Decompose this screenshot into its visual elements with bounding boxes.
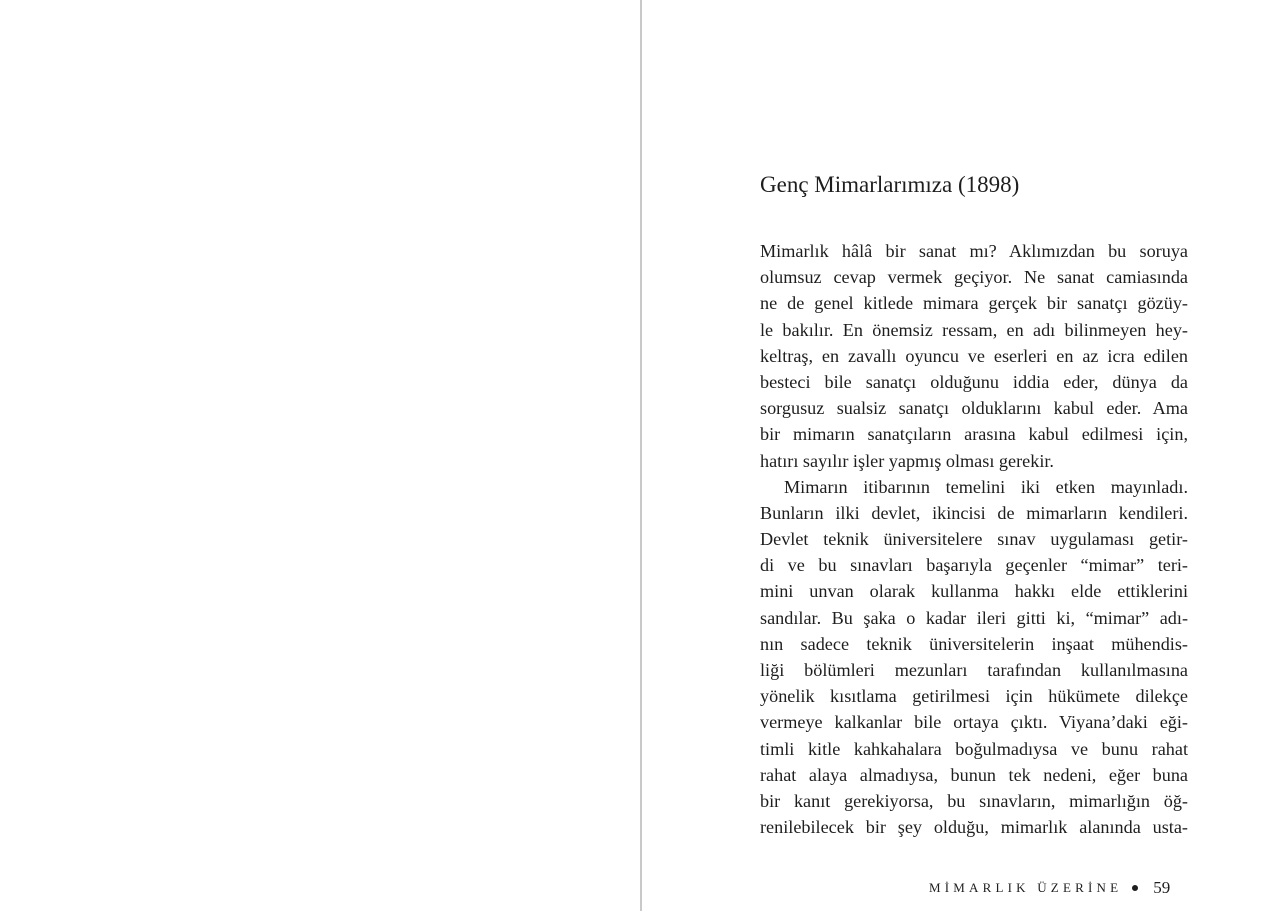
body-text [760,238,1188,840]
paragraph [760,474,1188,841]
text-line: bir mimarın sanatçıların arasına kabul edilmesi için, [760,424,1188,445]
page-number: 59 [1153,878,1171,897]
text-line: bir kanıt gerekiyorsa, bu sınavların, mimarlığın öğ- [760,790,1188,811]
text-line: keltraş, en zavallı oyuncu ve eserleri en az icra edilen [760,345,1188,366]
right-page [642,0,1282,911]
page-footer [929,878,1170,898]
text-line: rahat alaya almadıysa, bunun tek nedeni, eğer buna [760,764,1188,785]
chapter-title: Genç Mimarlarımıza (1898) [760,172,1020,197]
text-line: vermeye kalkanlar bile ortaya çıktı. Viyana’daki eği- [760,712,1188,733]
left-page-blank [0,0,640,911]
text-line: timli kitle kahkahalara boğulmadıysa ve bunu rahat [760,738,1188,759]
bullet-separator-icon [1132,885,1138,891]
text-line: Devlet teknik üniversitelere sınav uygulaması getir- [760,529,1188,550]
text-line: Bunların ilki devlet, ikincisi de mimarların kendileri. [760,502,1188,523]
text-line: di ve bu sınavları başarıyla geçenler “mimar” teri- [760,555,1188,576]
text-line: sandılar. Bu şaka o kadar ileri gitti ki, “mimar” adı- [760,607,1188,628]
text-line: yönelik kısıtlama getirilmesi için hükümete dilekçe [760,686,1188,707]
text-line: nın sadece teknik üniversitelerin inşaat mühendis- [760,633,1188,654]
text-line: mini unvan olarak kullanma hakkı elde ettiklerini [760,581,1188,602]
text-line: besteci bile sanatçı olduğunu iddia eder, dünya da [760,371,1188,392]
text-line: olumsuz cevap vermek geçiyor. Ne sanat camiasında [760,267,1188,288]
text-line: sorgusuz sualsiz sanatçı olduklarını kabul eder. Ama [760,398,1188,419]
paragraph [760,238,1188,474]
text-line: le bakılır. En önemsiz ressam, en adı bilinmeyen hey- [760,319,1188,340]
running-head: MİMARLIK ÜZERİNE [929,880,1123,895]
text-line: Mimarlık hâlâ bir sanat mı? Aklımızdan bu soruya [760,241,1188,261]
text-line: renilebilecek bir şey olduğu, mimarlık alanında usta- [760,817,1188,838]
text-line: liği bölümleri mezunları tarafından kullanılmasına [760,660,1188,680]
text-line: ne de genel kitlede mimara gerçek bir sanatçı gözüy- [760,293,1188,314]
text-line: Mimarın itibarının temelini iki etken mayınladı. [784,476,1188,497]
text-line: hatırı sayılır işler yapmış olması gerekir. [760,450,1054,471]
